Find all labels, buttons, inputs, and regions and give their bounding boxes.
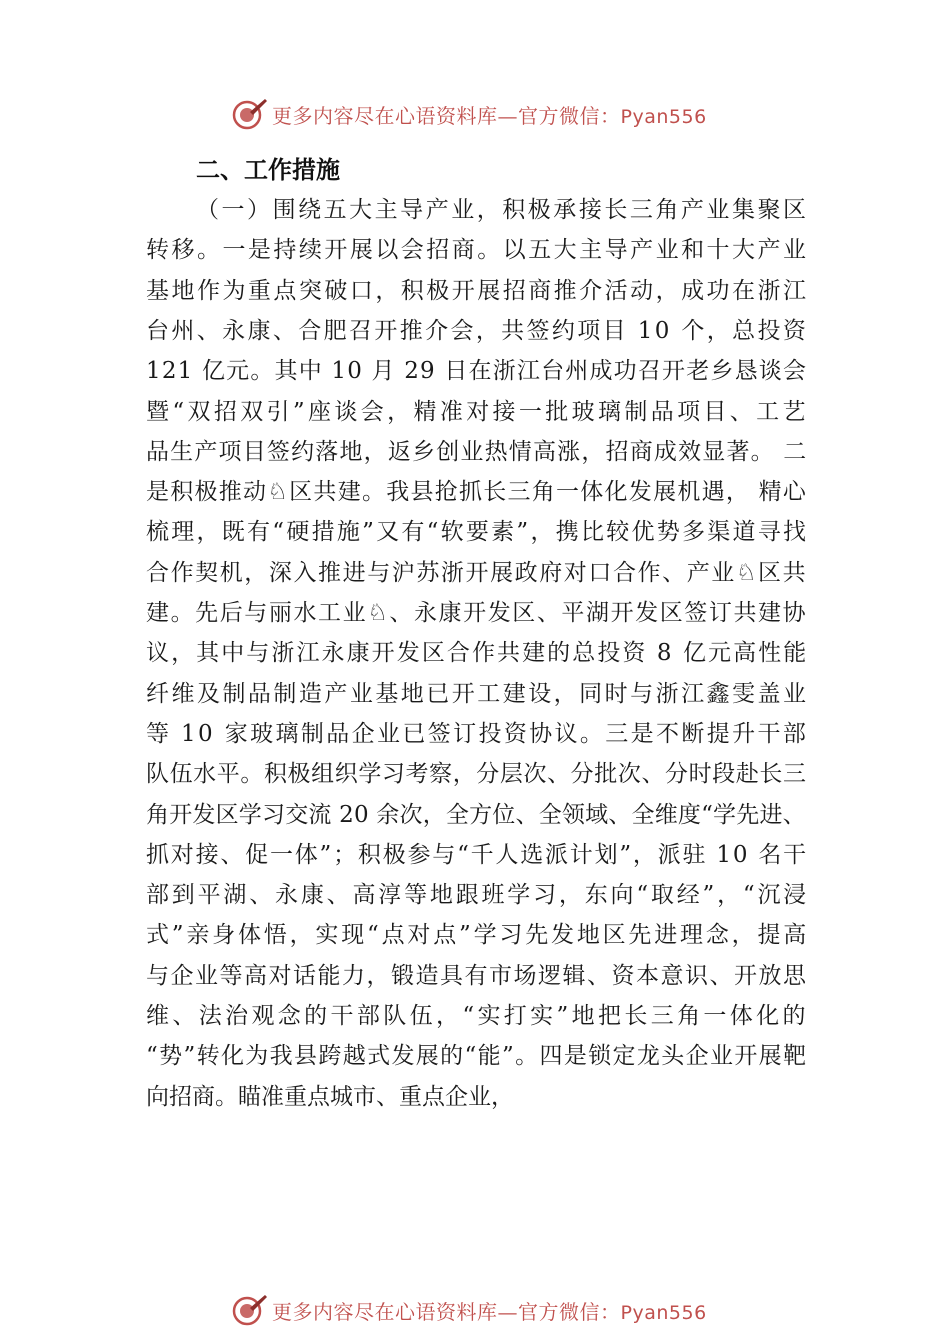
section-heading: 二、工作措施 xyxy=(196,156,340,184)
body-line: 合作契机，深入推进与沪苏浙开展政府对口合作、产业♘区共 xyxy=(146,559,808,586)
body-line: 台州、永康、合肥召开推介会，共签约项目 10 个，总投资 xyxy=(146,317,809,344)
body-line: “势”转化为我县跨越式发展的“能”。四是锁定龙头企业开展靶 xyxy=(146,1043,808,1070)
body-line: 议，其中与浙江永康开发区合作共建的总投资 8 亿元高性能 xyxy=(146,640,809,667)
body-line: 抓对接、促一体”；积极参与“千人选派计划”，派驻 10 名干 xyxy=(146,841,808,868)
body-line: 建。先后与丽水工业♘、永康开发区、平湖开发区签订共建协 xyxy=(146,600,808,626)
body-line: 纤维及制品制造产业基地已开工建设，同时与浙江鑫雯盖业 xyxy=(146,680,809,707)
pen-seal-icon xyxy=(232,1292,268,1328)
body-line: 与企业等高对话能力，锻造具有市场逻辑、资本意识、开放思 xyxy=(146,962,808,989)
header-banner xyxy=(232,96,752,132)
body-line: 梳理，既有“硬措施”又有“软要素”，携比较优势多渠道寻找 xyxy=(146,519,809,546)
body-line: 暨“双招双引”座谈会，精准对接一批玻璃制品项目、工艺 xyxy=(146,398,809,425)
body-line: 角开发区学习交流 20 余次，全方位、全领域、全维度“学先进、 xyxy=(146,801,806,828)
pen-seal-icon xyxy=(232,96,268,132)
body-line: 转移。一是持续开展以会招商。以五大主导产业和十大产业 xyxy=(146,237,809,264)
body-line: 维、法治观念的干部队伍，“实打实”地把长三角一体化的 xyxy=(146,1003,809,1029)
body-line: 式”亲身体悟，实现“点对点”学习先发地区先进理念，提高 xyxy=(146,922,810,949)
body-line: 向招商。瞄准重点城市、重点企业， xyxy=(146,1083,514,1110)
body-line: （一）围绕五大主导产业，积极承接长三角产业集聚区 xyxy=(196,197,809,223)
body-line: 基地作为重点突破口，积极开展招商推介活动，成功在浙江 xyxy=(146,277,809,304)
body-line: 是积极推动♘区共建。我县抢抓长三角一体化发展机遇， 精心 xyxy=(146,479,808,506)
body-line: 品生产项目签约落地，返乡创业热情高涨，招商成效显著。 二 xyxy=(146,438,808,465)
body-line: 等 10 家玻璃制品企业已签订投资协议。三是不断提升干部 xyxy=(146,720,809,747)
footer-banner xyxy=(232,1292,752,1328)
banner-text: 更多内容尽在心语资料库—官方微信：Pyan556 xyxy=(272,1299,707,1324)
wechat-id: Pyan556 xyxy=(620,1301,707,1324)
body-line: 部到平湖、永康、高淳等地跟班学习，东向“取经”，“沉浸 xyxy=(146,882,810,909)
wechat-id: Pyan556 xyxy=(620,105,707,128)
body-line: 121 亿元。其中 10 月 29 日在浙江台州成功召开老乡恳谈会 xyxy=(146,358,808,385)
body-line: 队伍水平。积极组织学习考察，分层次、分批次、分时段赴长三 xyxy=(146,761,807,788)
banner-text: 更多内容尽在心语资料库—官方微信：Pyan556 xyxy=(272,103,707,128)
